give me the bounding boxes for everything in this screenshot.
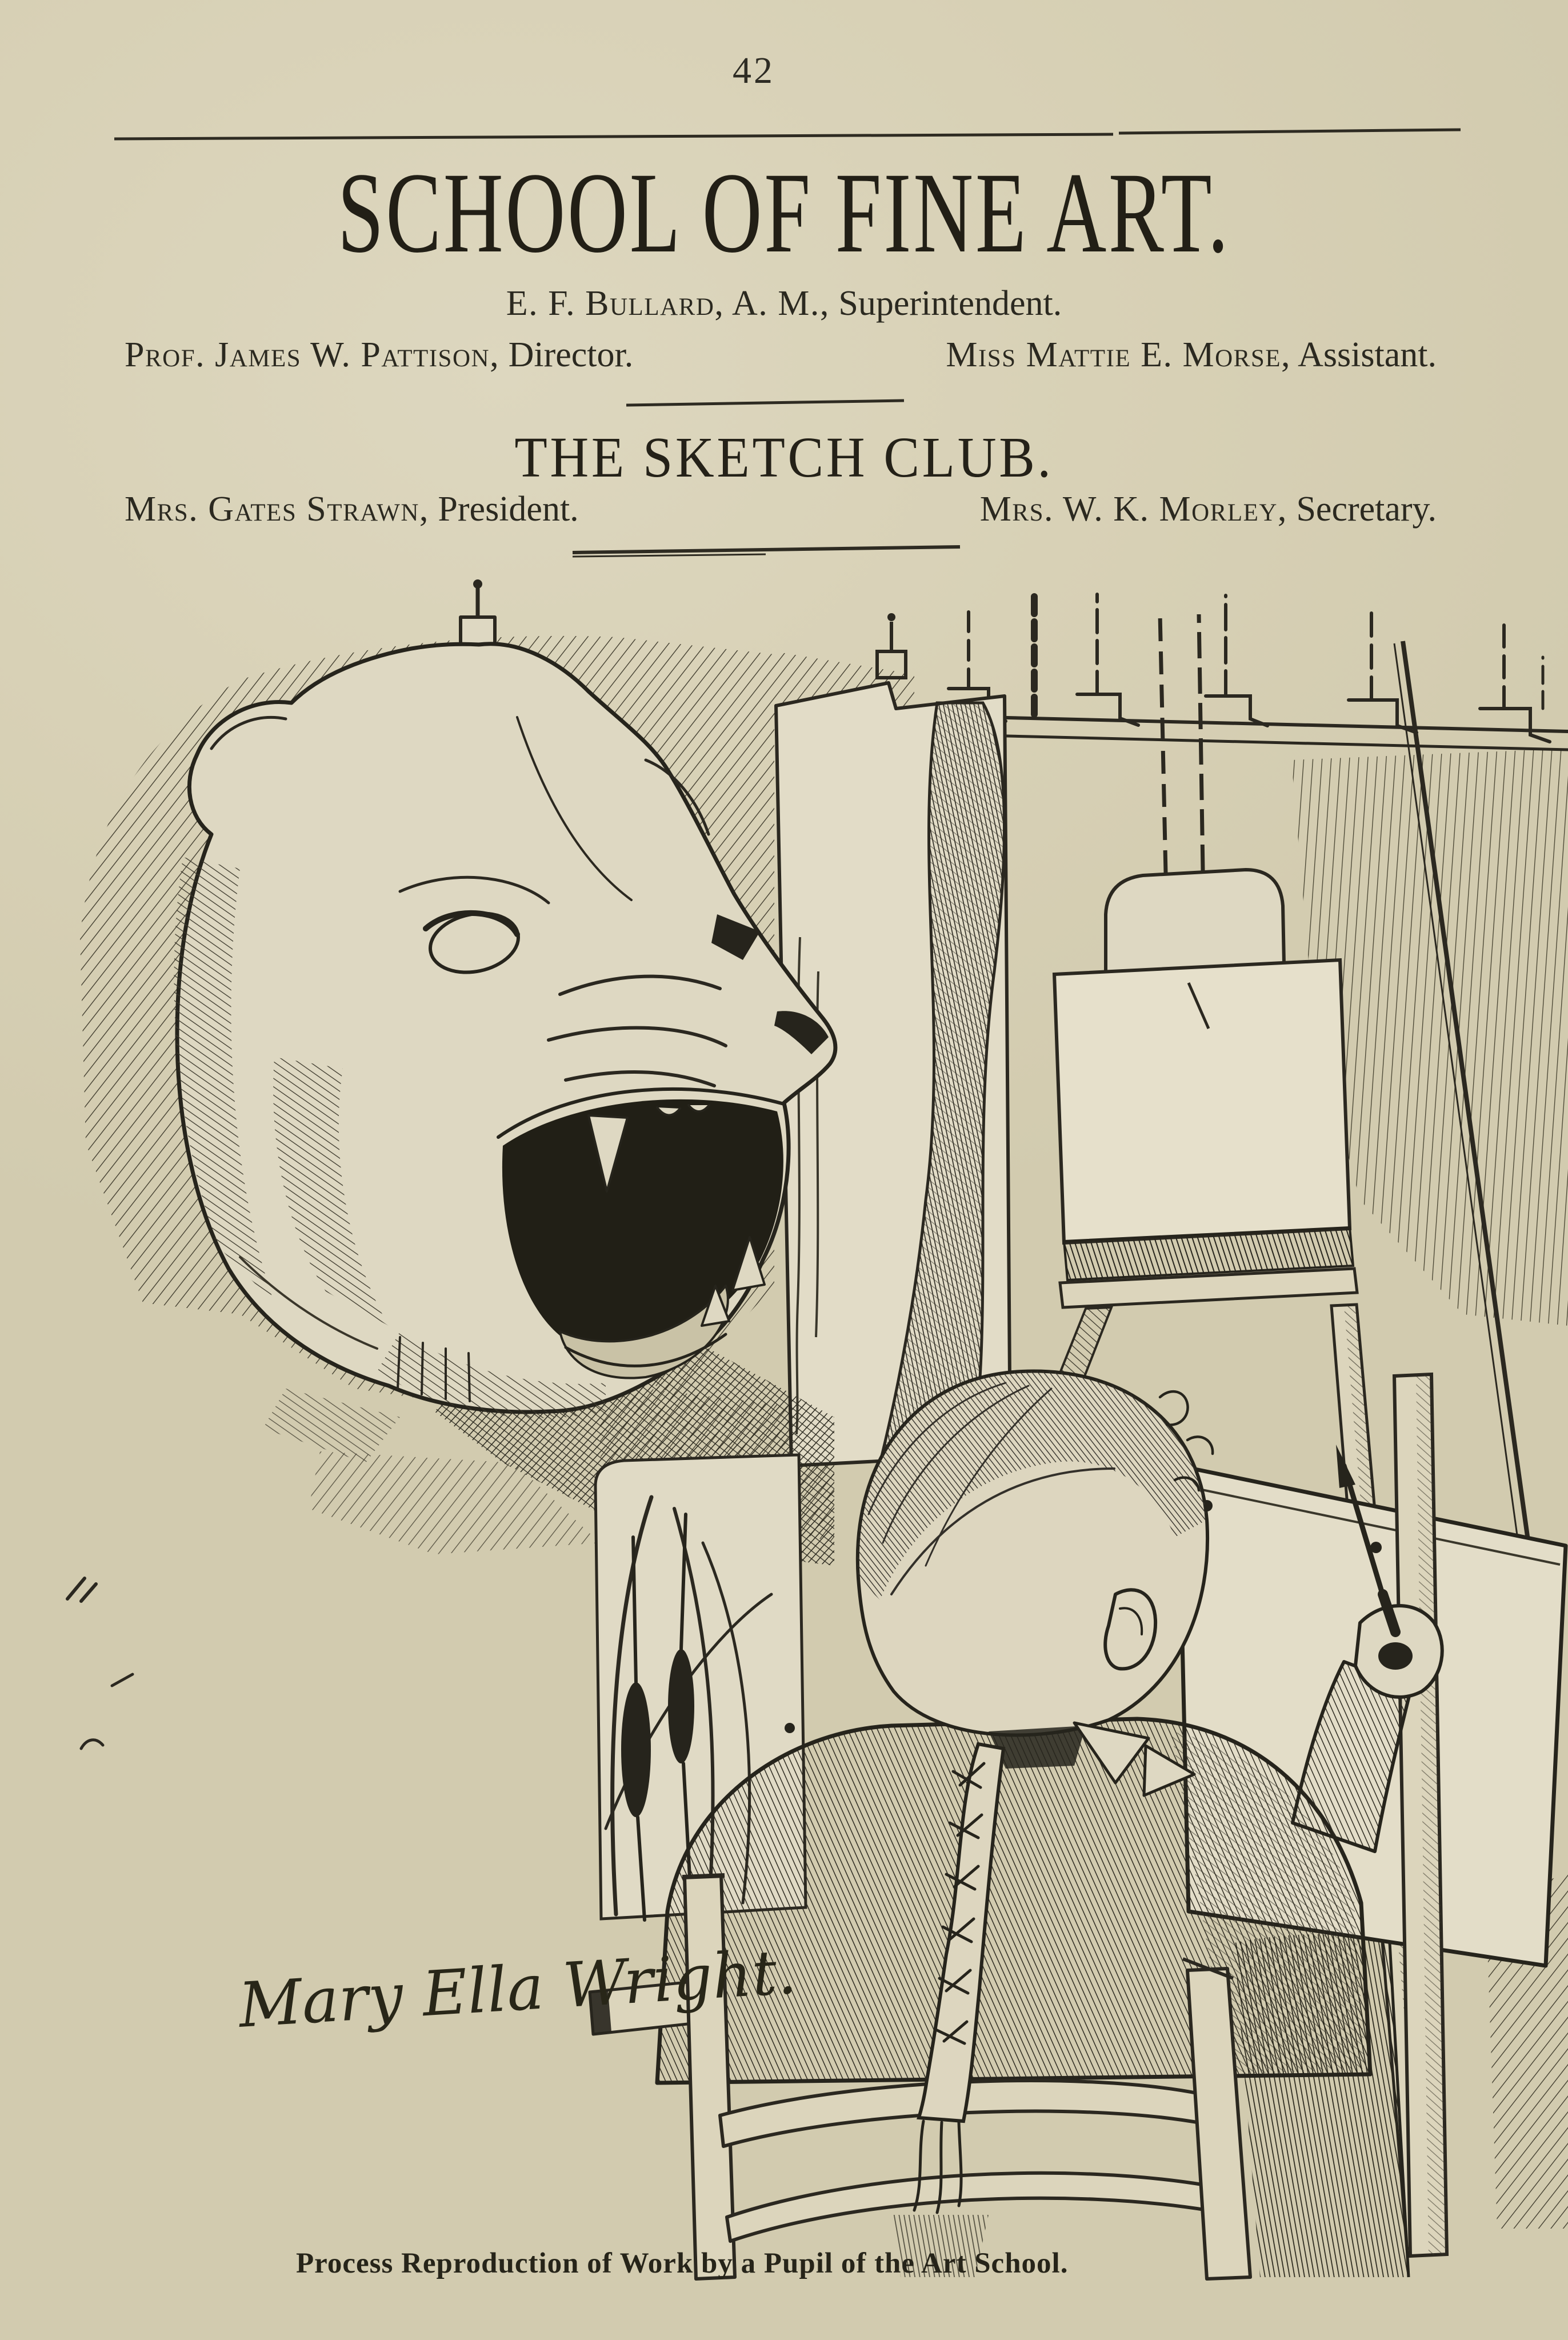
page-title: SCHOOL OF FINE ART. — [337, 149, 1231, 277]
cattail-head — [668, 1649, 694, 1763]
director-entry — [125, 335, 633, 375]
page-number: 42 — [733, 50, 775, 91]
director-role: Director. — [508, 335, 634, 374]
director-name: Prof. James W. Pattison, — [125, 335, 500, 374]
superintendent-line — [506, 283, 1062, 324]
club-officers-line — [125, 489, 1437, 530]
superintendent-role: Superintendent. — [838, 284, 1062, 323]
illustration-caption: Process Reproduction of Work by a Pupil of the Art School. — [296, 2247, 1069, 2279]
stray-pen-marks — [67, 1578, 133, 1749]
superintendent-name: E. F. Bullard, A. M., — [506, 284, 830, 323]
president-name: Mrs. Gates Strawn, — [125, 490, 429, 529]
assistant-role: Assistant. — [1298, 335, 1437, 374]
assistant-entry — [946, 335, 1437, 375]
president-role: President. — [438, 490, 579, 529]
secretary-role: Secretary. — [1296, 490, 1437, 529]
officers-line — [125, 335, 1437, 375]
picture-rail — [914, 591, 1568, 750]
assistant-name: Miss Mattie E. Morse, — [946, 335, 1291, 374]
cattail-head — [621, 1682, 651, 1817]
sketch-club-title: THE SKETCH CLUB. — [514, 425, 1054, 489]
secretary-entry — [980, 489, 1437, 530]
secretary-name: Mrs. W. K. Morley, — [979, 490, 1287, 529]
sketch-pad — [1054, 960, 1350, 1243]
president-entry — [125, 489, 579, 530]
artist-signature: Mary Ella Wright. — [237, 1936, 799, 2042]
